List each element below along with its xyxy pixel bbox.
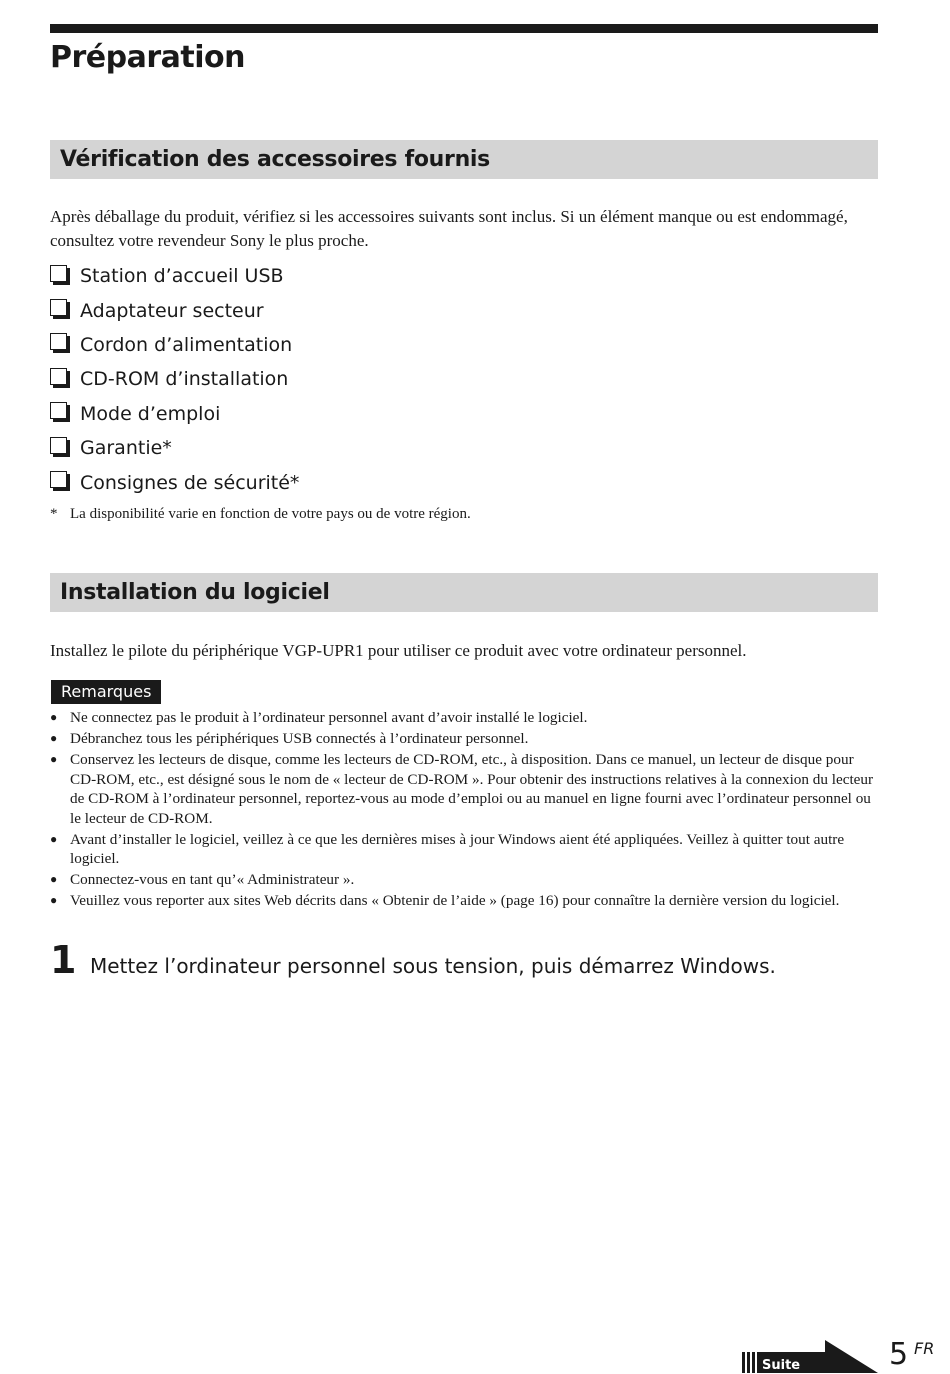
- section-header-software: [50, 573, 878, 612]
- checkbox-icon: [50, 471, 67, 488]
- checklist-item: [50, 397, 299, 431]
- bullet-icon: ●: [50, 893, 58, 907]
- checklist-item-label: Station d’accueil USB: [80, 265, 284, 288]
- page-title: Préparation: [50, 40, 245, 75]
- checkbox-icon: [50, 333, 67, 350]
- checklist-item-label: Cordon d’alimentation: [80, 333, 293, 356]
- checkbox-icon: [50, 265, 67, 282]
- remark-item: [50, 750, 880, 828]
- checklist-item: [50, 259, 299, 293]
- checklist-item-label: Consignes de sécurité*: [80, 471, 300, 494]
- checklist-item-label: CD-ROM d’installation: [80, 368, 289, 391]
- section-title-software: Installation du logiciel: [60, 580, 330, 605]
- checklist-item-label: Mode d’emploi: [80, 402, 221, 425]
- accessories-intro: Après déballage du produit, vérifiez si les accessoires suivants sont inclus. Si un élément manque ou est endommagé, consultez votre revendeur Sony le plus proche.: [50, 207, 848, 250]
- remark-text: Veuillez vous reporter aux sites Web décrits dans « Obtenir de l’aide » (page 16) pour connaître la dernière version du logiciel.: [70, 892, 840, 909]
- install-step: [50, 938, 776, 982]
- bullet-icon: ●: [50, 872, 58, 886]
- remark-item: [50, 870, 880, 890]
- remark-text: Conservez les lecteurs de disque, comme les lecteurs de CD-ROM, etc., à disposition. Dans ce manuel, un lecteur de disque pour CD-ROM, etc., est désigné sous le nom de « lecteur de CD-ROM ». Pour obtenir des instructions relatives à la connexion du lecteur de CD-ROM à l’ordinateur personnel, reportez-vous au mode d’emploi ou au manuel en ligne fourni avec l’ordinateur personnel ou le lecteur de CD-ROM.: [70, 751, 874, 827]
- step-text: Mettez l’ordinateur personnel sous tension, puis démarrez Windows.: [90, 954, 776, 978]
- page-number: 5: [889, 1337, 909, 1372]
- section-title-accessories: Vérification des accessoires fournis: [60, 147, 490, 172]
- checklist-item: [50, 362, 299, 396]
- section-header-accessories: [50, 140, 878, 179]
- bullet-icon: ●: [50, 731, 58, 745]
- checklist-item: [50, 431, 299, 465]
- checklist-item: [50, 328, 299, 362]
- remark-text: Ne connectez pas le produit à l’ordinateur personnel avant d’avoir installé le logiciel.: [70, 709, 588, 726]
- footnote-mark: *: [50, 506, 58, 522]
- accessories-checklist: [50, 259, 299, 500]
- remark-item: [50, 708, 880, 728]
- remark-item: [50, 891, 880, 911]
- checklist-item: [50, 293, 299, 327]
- remark-item: [50, 830, 880, 869]
- footnote-text: La disponibilité varie en fonction de votre pays ou de votre région.: [70, 506, 471, 522]
- remarks-list: [50, 708, 880, 912]
- continue-arrow-icon: [742, 1339, 878, 1373]
- remark-text: Avant d’installer le logiciel, veillez à ce que les dernières mises à jour Windows aient été appliquées. Veillez à quitter tout autre logiciel.: [70, 830, 845, 867]
- bullet-icon: ●: [50, 710, 58, 724]
- checkbox-icon: [50, 402, 67, 419]
- bullet-icon: ●: [50, 752, 58, 766]
- checkbox-icon: [50, 437, 67, 454]
- remark-text: Connectez-vous en tant qu’« Administrateur ».: [70, 871, 355, 888]
- remarks-badge: Remarques: [51, 680, 161, 704]
- page-language: FR: [914, 1339, 935, 1358]
- checklist-item-label: Garantie*: [80, 437, 172, 460]
- checklist-item-label: Adaptateur secteur: [80, 299, 264, 322]
- checkbox-icon: [50, 299, 67, 316]
- checklist-item: [50, 465, 299, 499]
- step-number: 1: [50, 938, 77, 982]
- continue-label: Suite: [762, 1358, 801, 1373]
- top-rule: [50, 24, 878, 33]
- bullet-icon: ●: [50, 831, 58, 846]
- availability-footnote: [50, 506, 471, 523]
- remark-text: Débranchez tous les périphériques USB connectés à l’ordinateur personnel.: [70, 730, 529, 747]
- checkbox-icon: [50, 368, 67, 385]
- remark-item: [50, 729, 880, 749]
- software-intro: Installez le pilote du périphérique VGP-UPR1 pour utiliser ce produit avec votre ordinateur personnel.: [50, 641, 747, 660]
